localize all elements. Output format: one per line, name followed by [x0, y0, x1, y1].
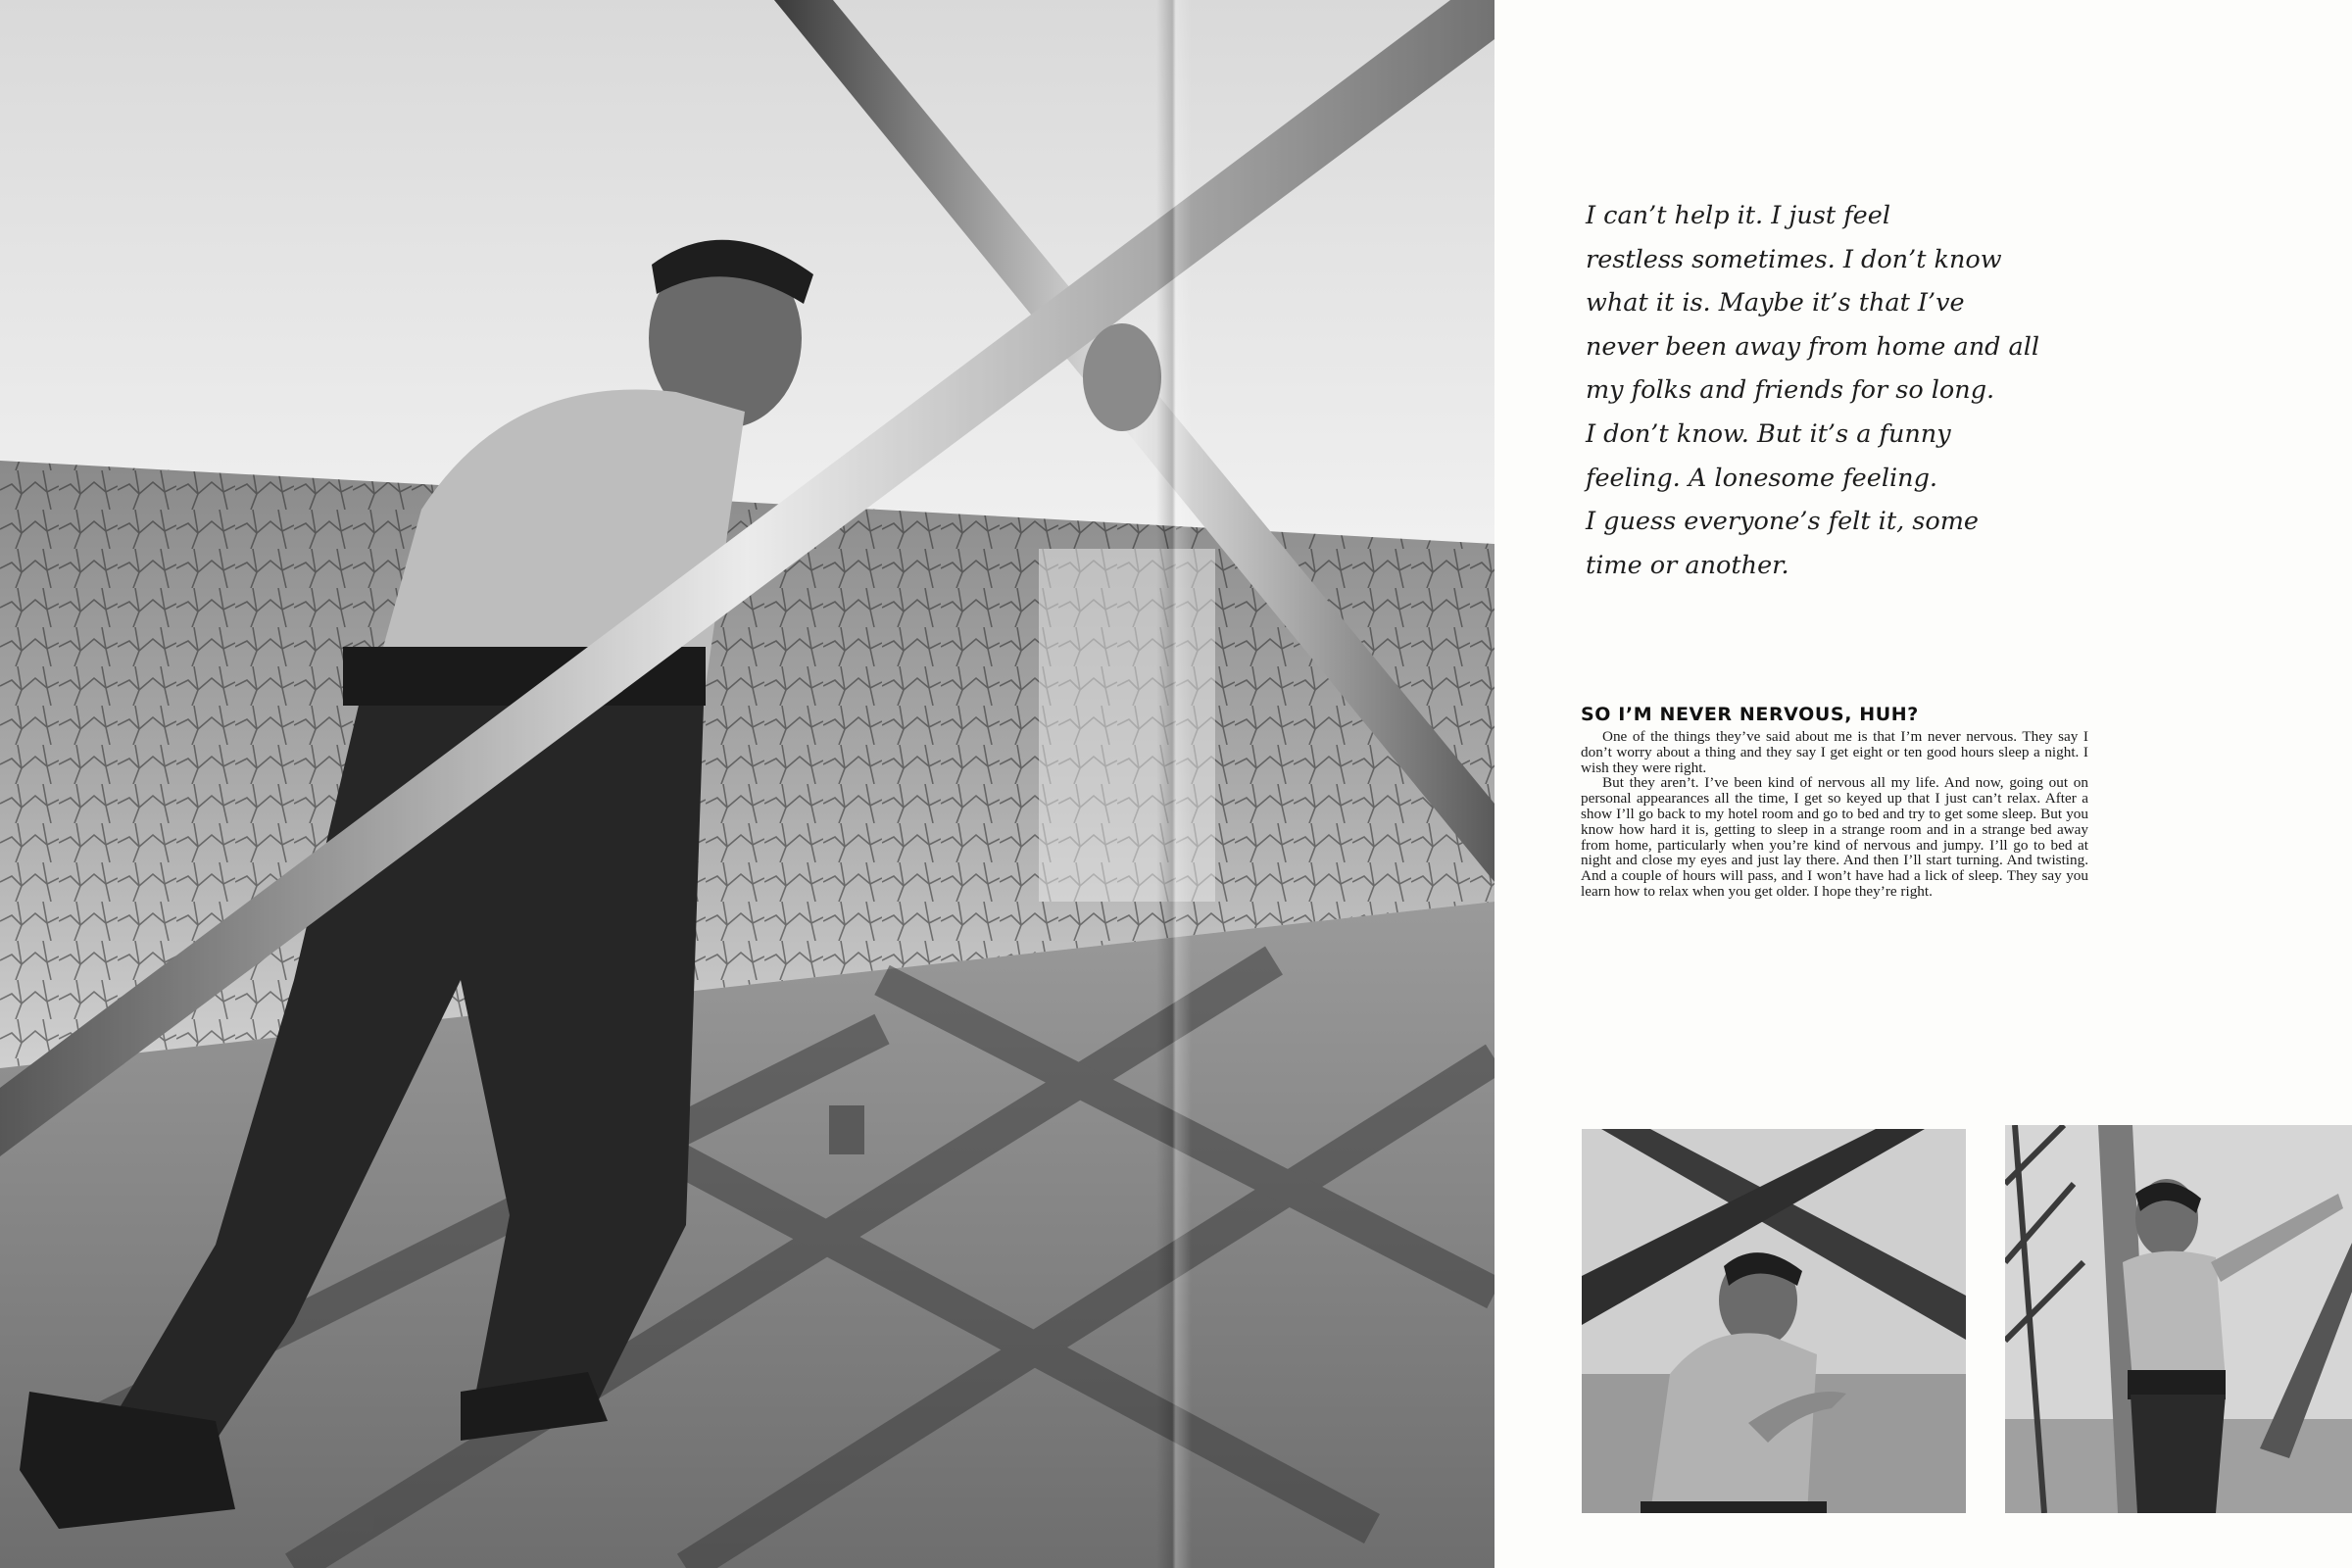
quote-line: I can’t help it. I just feel: [1586, 201, 1890, 230]
quote-line: I don’t know. But it’s a funny: [1586, 418, 1951, 449]
article-paragraph: One of the things they’ve said about me is that I’m never nervous. They say I don’t worry about a thing and they say I get eight or ten good hours sleep a night. I wish they were right.: [1581, 728, 2088, 776]
quote-line: my folks and friends for so long.: [1586, 375, 1995, 406]
quote-line: never been away from home and all: [1586, 331, 2040, 362]
article-body: [1581, 729, 2088, 900]
quote-line: restless sometimes. I don’t know: [1586, 244, 2002, 274]
quote-line: what it is. Maybe it’s that I’ve: [1586, 288, 1965, 318]
man-under-beams-photo-icon: [1582, 1129, 1966, 1513]
article-heading: SO I’M NEVER NERVOUS, HUH?: [1581, 704, 1919, 725]
thumbnail-photo-1: [1582, 1129, 1966, 1513]
quote-line: time or another.: [1586, 550, 1789, 580]
thumbnail-photo-2: [2005, 1125, 2352, 1513]
page-gutter: [1156, 0, 1192, 1568]
man-on-tower-photo-icon: [2005, 1125, 2352, 1513]
article-paragraph: But they aren’t. I’ve been kind of nervous all my life. And now, going out on personal appearances all the time, I get so keyed up that I just can’t relax. After a show I’ll go back to my hotel room and go to bed and try to get some sleep. But you know how hard it is, getting to sleep in a strange room and in a strange bed away from home, particularly when you’re kind of nervous and jumpy. I’ll go to bed at night and close my eyes and just lay there. And then I’ll start turning. And twisting. And a couple of hours will pass, and I won’t have had a lick of sleep. They say you learn how to relax when you get older. I hope they’re right.: [1581, 774, 2088, 900]
quote-line: feeling. A lonesome feeling.: [1586, 463, 1938, 493]
quote-line: I guess everyone’s felt it, some: [1586, 507, 1980, 537]
article: [1581, 704, 2088, 900]
pull-quote: [1586, 194, 2095, 587]
